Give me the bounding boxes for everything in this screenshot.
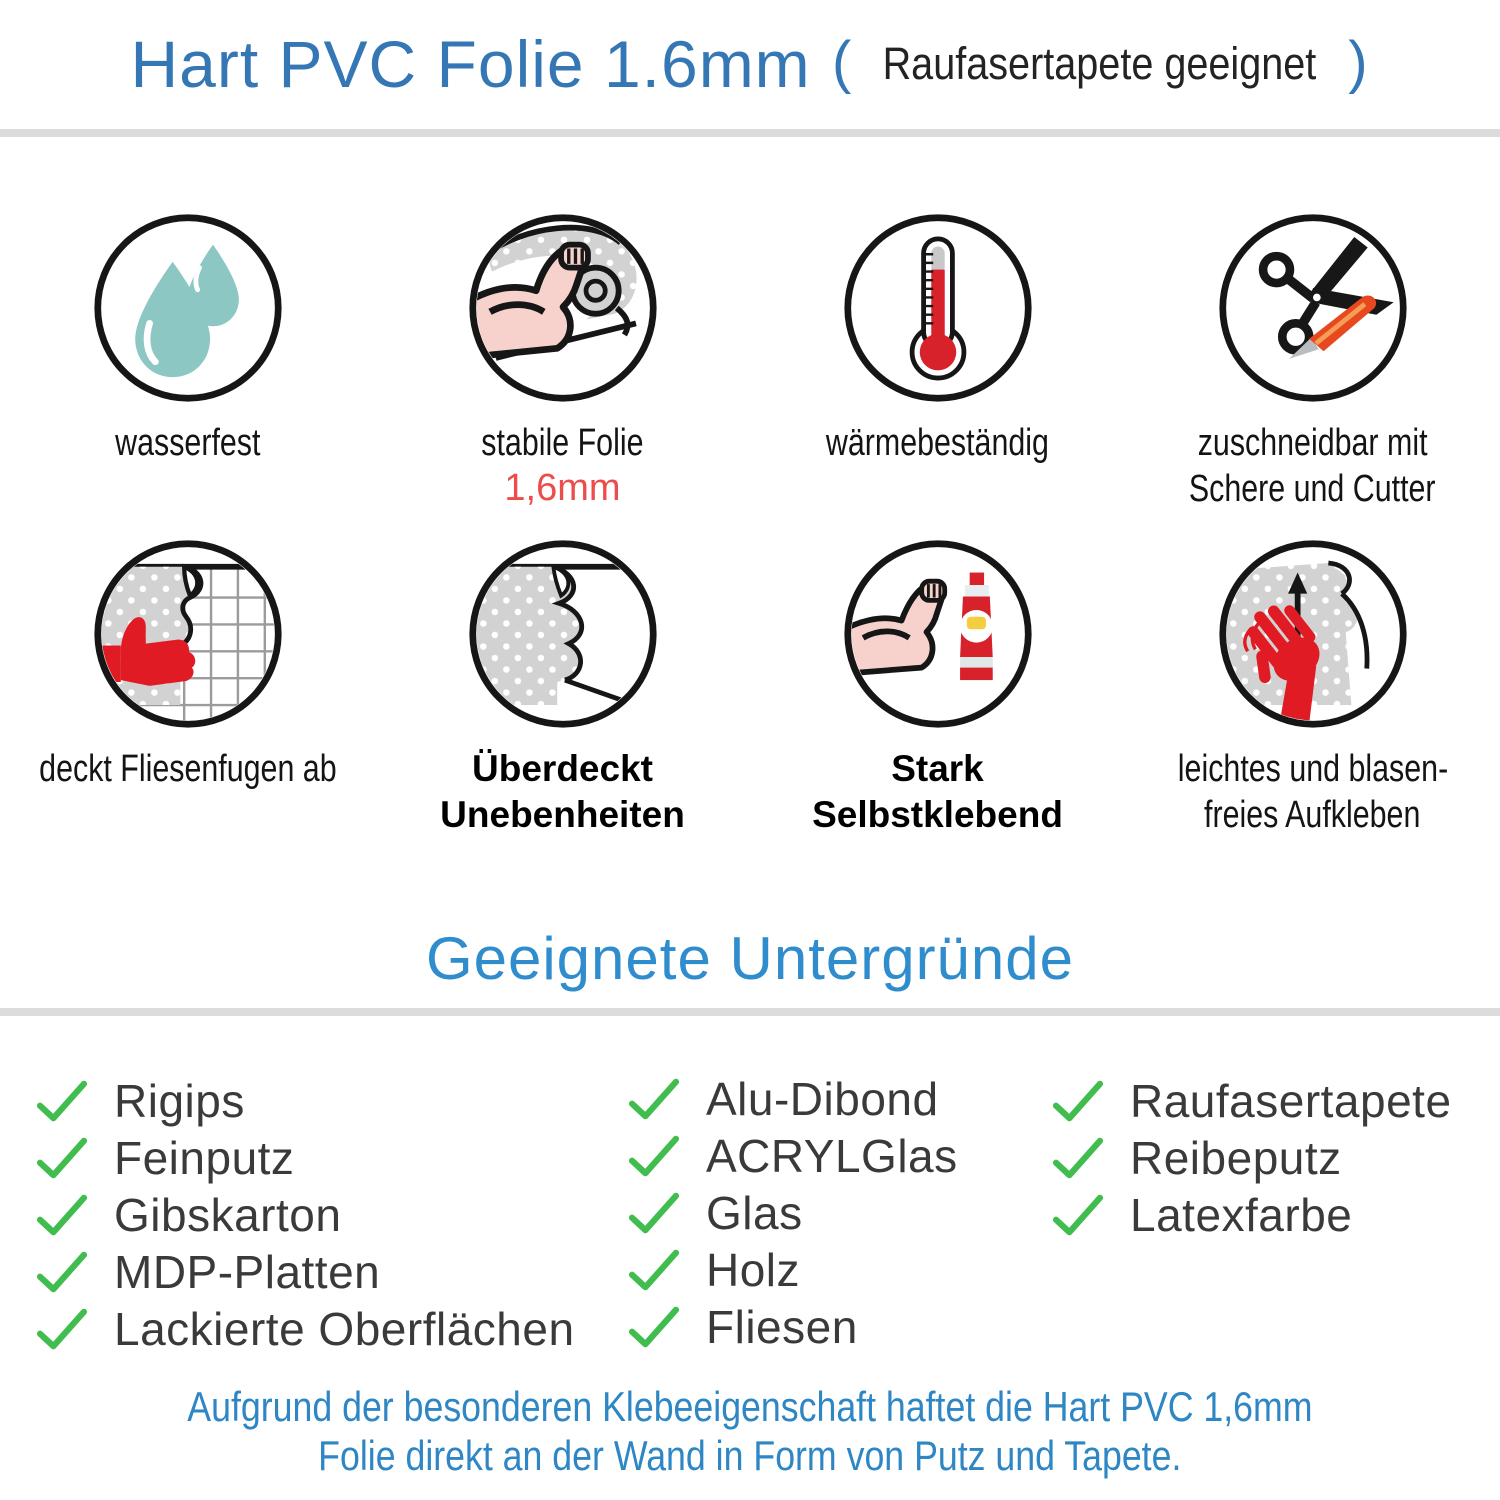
list-item <box>36 1186 575 1243</box>
feature-caption <box>97 420 279 466</box>
feature-bubble-free <box>1125 538 1500 838</box>
check-icon <box>36 1137 88 1179</box>
feature-row-2 <box>0 538 1500 838</box>
feature-self-adhesive <box>750 538 1125 838</box>
check-icon <box>36 1194 88 1236</box>
feature-covers-tile-joints <box>0 538 375 838</box>
footer-line: Aufgrund der besonderen Klebeeigenschaft haftet die Hart PVC 1,6mm <box>187 1383 1313 1430</box>
paren-close: ) <box>1348 29 1368 95</box>
feature-row-1 <box>0 212 1500 512</box>
check-icon <box>628 1306 680 1348</box>
list-item <box>628 1127 958 1184</box>
surfaces-column-1 <box>36 1072 575 1357</box>
feature-heat-resistant <box>750 212 1125 512</box>
caption-line: stabile Folie <box>481 422 644 464</box>
check-icon <box>628 1078 680 1120</box>
footer-note <box>0 1382 1500 1480</box>
section-title-surfaces: Geeignete Untergründe <box>425 925 1075 992</box>
muscle-glue-icon <box>842 538 1034 730</box>
list-item <box>36 1129 575 1186</box>
surface-label: Feinputz <box>114 1131 295 1184</box>
feature-caption <box>1158 420 1466 512</box>
check-icon <box>628 1135 680 1177</box>
page-title <box>0 26 1500 102</box>
list-item <box>36 1300 575 1357</box>
foil-cover-icon <box>467 538 659 730</box>
feature-waterproof <box>0 212 375 512</box>
feature-caption <box>440 746 685 838</box>
check-icon <box>36 1080 88 1122</box>
list-item <box>36 1072 575 1129</box>
check-icon <box>1052 1137 1104 1179</box>
caption-line: leichtes und blasen- <box>1177 748 1448 790</box>
paren-open: ( <box>831 29 852 95</box>
hand-smoothing-icon <box>1217 538 1409 730</box>
caption-line: Stark <box>891 748 984 789</box>
water-drops-icon <box>92 212 284 404</box>
feature-stable-foil <box>375 212 750 512</box>
feature-covers-unevenness <box>375 538 750 838</box>
thickness-label: 1,6mm <box>504 467 621 509</box>
list-item <box>1052 1186 1452 1243</box>
caption-line: freies Aufkleben <box>1204 794 1421 836</box>
footer-line: Folie direkt an der Wand in Form von Putz und Tapete. <box>318 1432 1182 1479</box>
page-title-main: Hart PVC Folie 1.6mm <box>130 27 830 101</box>
check-icon <box>628 1192 680 1234</box>
feature-caption <box>812 746 1063 838</box>
surface-label: Reibeputz <box>1130 1131 1342 1184</box>
divider-top <box>0 129 1500 137</box>
thermometer-icon <box>842 212 1034 404</box>
caption-line: wasserfest <box>114 422 261 464</box>
surface-label: Raufasertapete <box>1130 1074 1452 1127</box>
feature-caption <box>461 420 664 466</box>
surface-label: Alu-Dibond <box>706 1072 939 1125</box>
surfaces-column-3 <box>1052 1072 1452 1243</box>
surface-label: Lackierte Oberflächen <box>114 1302 575 1355</box>
list-item <box>1052 1072 1452 1129</box>
divider-surfaces <box>0 1008 1500 1016</box>
check-icon <box>36 1308 88 1350</box>
list-item <box>628 1184 958 1241</box>
caption-line: deckt Fliesenfugen ab <box>38 748 337 790</box>
surfaces-column-2 <box>628 1070 958 1355</box>
caption-line: Überdeckt <box>472 748 653 789</box>
check-icon <box>1052 1080 1104 1122</box>
feature-caption <box>2 746 374 792</box>
feature-cuttable <box>1125 212 1500 512</box>
surface-label: Holz <box>706 1243 801 1296</box>
check-icon <box>1052 1194 1104 1236</box>
feature-caption <box>798 420 1077 466</box>
list-item <box>628 1070 958 1127</box>
scissors-cutter-icon <box>1217 212 1409 404</box>
page-title-note: Raufasertapete geeignet <box>882 38 1317 89</box>
check-icon <box>628 1249 680 1291</box>
surface-label: ACRYLGlas <box>706 1129 958 1182</box>
caption-line: wärmebeständig <box>825 422 1050 464</box>
list-item <box>628 1241 958 1298</box>
caption-line: Unebenheiten <box>440 794 685 835</box>
surface-label: Fliesen <box>706 1300 858 1353</box>
surface-label: Rigips <box>114 1074 245 1127</box>
muscle-foil-icon <box>467 212 659 404</box>
caption-line: Selbstklebend <box>812 794 1063 835</box>
feature-caption <box>1144 746 1482 838</box>
caption-line: Schere und Cutter <box>1189 468 1436 510</box>
list-item <box>36 1243 575 1300</box>
caption-line: zuschneidbar mit <box>1197 422 1428 464</box>
surface-label: Glas <box>706 1186 803 1239</box>
surface-label: MDP-Platten <box>114 1245 381 1298</box>
list-item <box>1052 1129 1452 1186</box>
surface-label: Gibskarton <box>114 1188 342 1241</box>
list-item <box>628 1298 958 1355</box>
check-icon <box>36 1251 88 1293</box>
surface-label: Latexfarbe <box>1130 1188 1353 1241</box>
tile-joints-thumb-icon <box>92 538 284 730</box>
